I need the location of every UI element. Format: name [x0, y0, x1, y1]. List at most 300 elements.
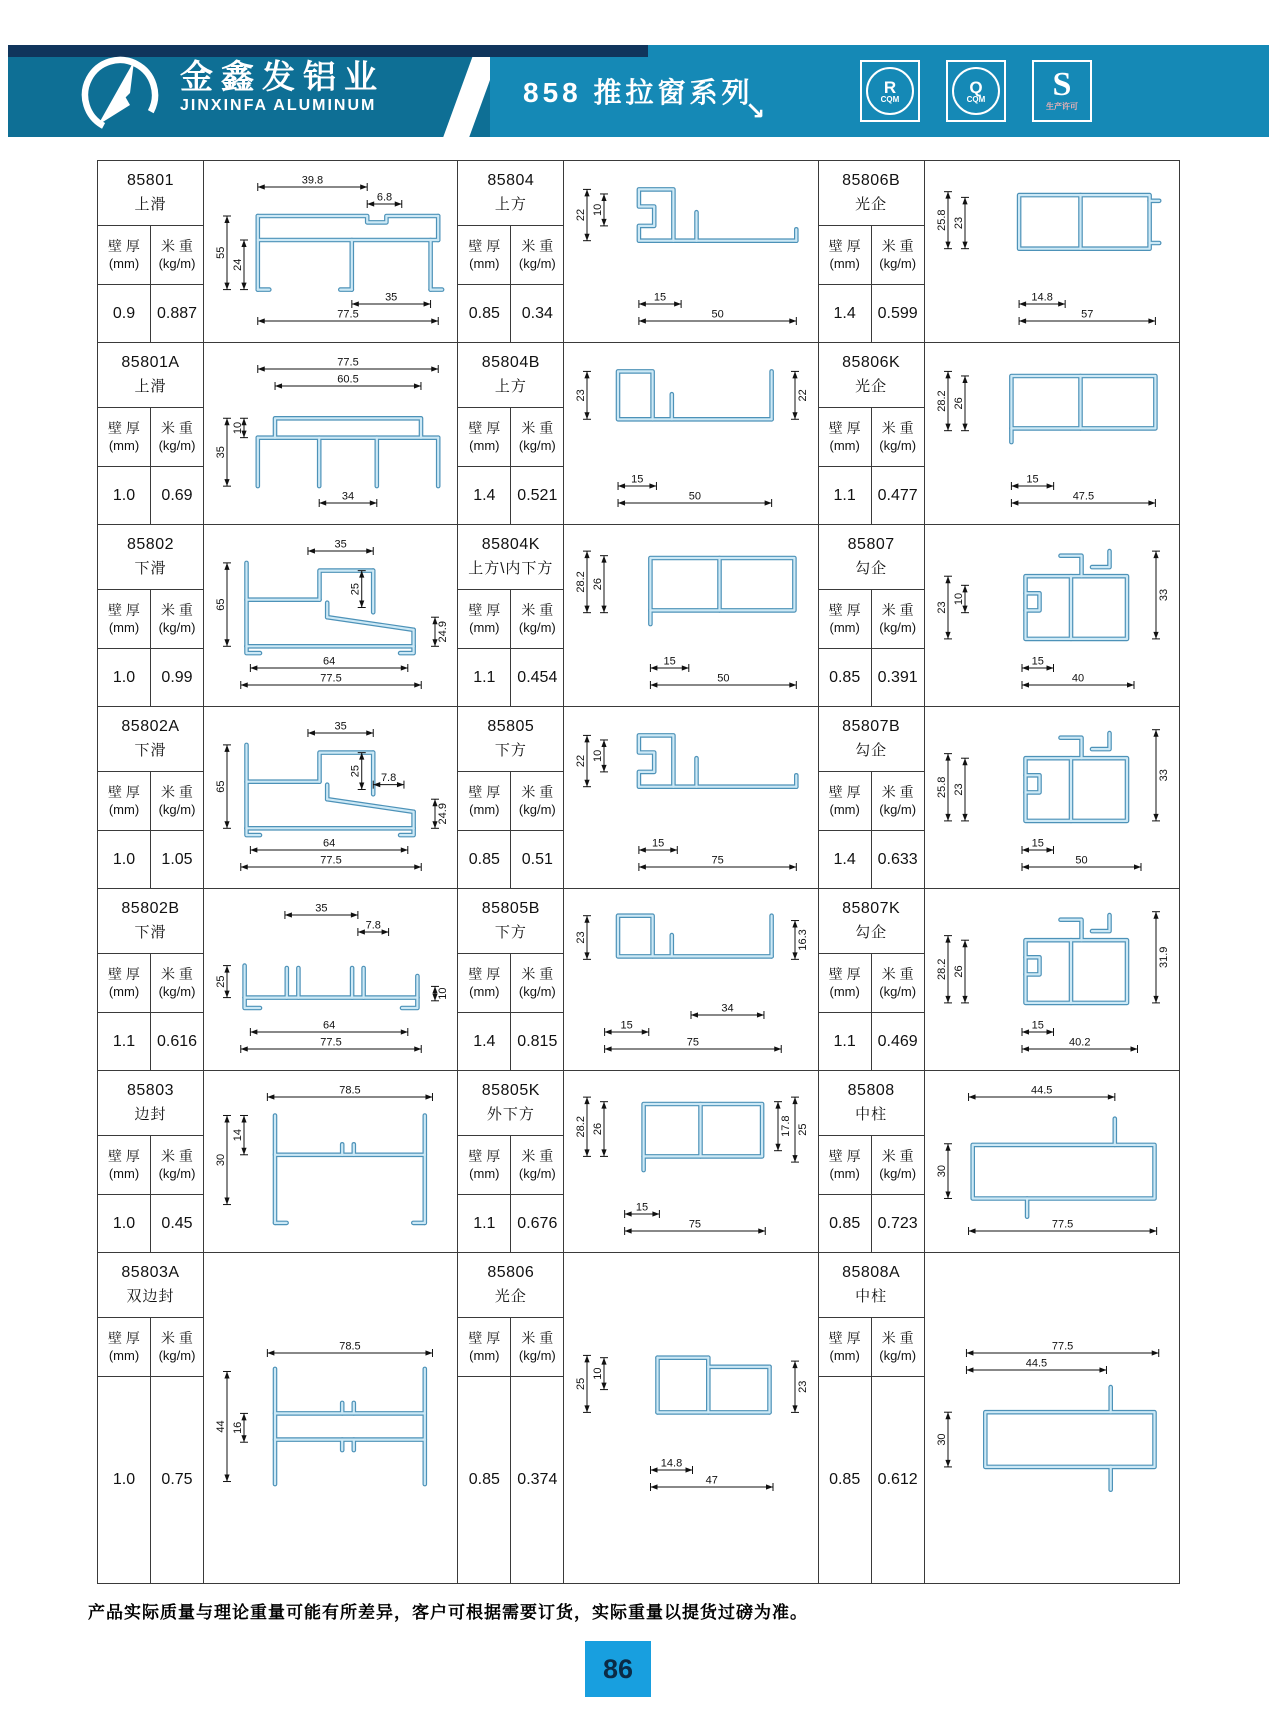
profile-drawing [564, 889, 817, 1070]
info-header-row [98, 1318, 203, 1377]
info-header-row [819, 590, 924, 649]
weight-header-cn: 米 重 [521, 420, 554, 436]
weight-header-cn: 米 重 [161, 1148, 193, 1164]
thickness-header [819, 1318, 872, 1376]
product-name: 下滑 [134, 560, 167, 577]
product-info-table [98, 1071, 204, 1252]
profile-cross-section-drawing [566, 1074, 816, 1250]
product-name: 光企 [855, 196, 888, 213]
company-logo [74, 53, 166, 135]
weight-header [872, 590, 924, 648]
product-cell [458, 1071, 818, 1253]
thickness-header-cn: 壁 厚 [468, 602, 501, 618]
svg-text:7.8: 7.8 [380, 771, 396, 784]
product-title-cell [819, 343, 924, 408]
product-cell [98, 343, 458, 525]
profile-cross-section-drawing [927, 1330, 1177, 1506]
thickness-header-cn: 壁 厚 [828, 1148, 861, 1164]
profile-drawing [204, 161, 457, 342]
svg-text:25: 25 [796, 1122, 809, 1136]
thickness-header-unit: (mm) [469, 620, 500, 635]
svg-text:40.2: 40.2 [1068, 1036, 1091, 1048]
weight-header-unit: (kg/m) [879, 1166, 917, 1181]
info-value-row [98, 285, 203, 342]
profile-drawing [925, 343, 1179, 524]
product-info-table [98, 707, 204, 888]
weight-header-cn: 米 重 [161, 1330, 193, 1346]
svg-text:26: 26 [952, 964, 965, 978]
weight-value: 0.723 [877, 1214, 918, 1232]
svg-text:24.9: 24.9 [436, 620, 449, 642]
weight-value: 0.633 [877, 850, 918, 868]
svg-text:35: 35 [334, 720, 347, 732]
weight-header-unit: (kg/m) [158, 1166, 196, 1181]
info-value-row [458, 285, 563, 342]
svg-text:77.5: 77.5 [336, 308, 359, 320]
thickness-header-unit: (mm) [108, 256, 140, 271]
thickness-value: 1.1 [458, 1195, 511, 1252]
thickness-header-cn: 壁 厚 [828, 602, 861, 618]
company-name-en: JINXINFA ALUMINUM [180, 97, 377, 114]
thickness-header [98, 226, 151, 284]
thickness-value: 1.0 [98, 467, 151, 524]
thickness-header-unit: (mm) [829, 984, 860, 999]
svg-text:65: 65 [214, 597, 227, 611]
profile-drawing [925, 161, 1179, 342]
svg-text:15: 15 [1031, 655, 1044, 667]
cert-letter: S [1052, 66, 1072, 104]
info-value-row [819, 831, 924, 888]
product-info-table [98, 343, 204, 524]
weight-header [872, 1136, 924, 1194]
profile-drawing [204, 343, 457, 524]
svg-text:23: 23 [952, 216, 965, 229]
thickness-header-cn: 壁 厚 [108, 602, 140, 618]
profile-cross-section-drawing [206, 164, 456, 340]
thickness-value: 1.1 [98, 1013, 151, 1070]
thickness-value: 1.0 [98, 1195, 151, 1252]
product-cell [819, 1071, 1179, 1253]
svg-text:34: 34 [721, 1002, 734, 1014]
weight-header-cn: 米 重 [521, 966, 554, 982]
svg-text:15: 15 [663, 655, 676, 667]
product-code: 85805K [481, 1082, 540, 1099]
thickness-header [819, 772, 872, 830]
product-title-cell [458, 707, 563, 772]
svg-text:77.5: 77.5 [336, 356, 359, 368]
info-value-row [98, 649, 203, 706]
product-name: 下方 [494, 742, 527, 759]
product-cell [819, 161, 1179, 343]
page-number: 86 [602, 1653, 634, 1684]
svg-text:10: 10 [591, 1367, 604, 1380]
svg-text:23: 23 [796, 1380, 809, 1393]
thickness-header-unit: (mm) [469, 802, 500, 817]
svg-text:23: 23 [935, 600, 948, 614]
product-code: 85804K [481, 536, 540, 553]
info-header-row [458, 1318, 563, 1377]
product-code: 85806K [842, 354, 901, 371]
header-banner [8, 45, 1269, 137]
product-info-table [819, 525, 925, 706]
product-code: 85803 [127, 1082, 174, 1099]
svg-text:50: 50 [717, 672, 730, 684]
svg-text:23: 23 [952, 782, 965, 796]
thickness-value: 0.85 [458, 1377, 511, 1583]
profile-cross-section-drawing [206, 528, 456, 704]
profile-cross-section-drawing [206, 1074, 456, 1250]
svg-text:77.5: 77.5 [319, 672, 342, 684]
thickness-header-cn: 壁 厚 [468, 784, 501, 800]
thickness-header-unit: (mm) [108, 1166, 140, 1181]
svg-text:50: 50 [688, 490, 701, 502]
product-info-table [458, 1253, 564, 1583]
weight-header [872, 772, 924, 830]
svg-text:50: 50 [1075, 854, 1088, 866]
svg-text:28.2: 28.2 [574, 570, 587, 593]
product-name: 勾企 [855, 924, 888, 941]
weight-header-cn: 米 重 [521, 602, 554, 618]
weight-header-unit: (kg/m) [518, 438, 556, 453]
thickness-header-cn: 壁 厚 [468, 966, 501, 982]
thickness-value: 1.1 [819, 1013, 872, 1070]
svg-text:77.5: 77.5 [319, 1036, 342, 1048]
product-code: 85808A [842, 1264, 901, 1281]
weight-header [151, 226, 203, 284]
product-name: 中柱 [855, 1106, 888, 1123]
product-cell [98, 707, 458, 889]
thickness-header [458, 1136, 511, 1194]
weight-header-cn: 米 重 [521, 784, 554, 800]
info-header-row [819, 408, 924, 467]
product-title-cell [98, 1071, 203, 1136]
product-code: 85807 [847, 536, 895, 553]
weight-header-cn: 米 重 [881, 784, 914, 800]
weight-header-unit: (kg/m) [518, 620, 556, 635]
svg-text:22: 22 [574, 208, 587, 221]
series-arrow-icon: ↘ [745, 98, 766, 125]
profile-cross-section-drawing [566, 710, 816, 886]
svg-text:24: 24 [231, 258, 244, 271]
product-title-cell [819, 1253, 924, 1318]
weight-header-unit: (kg/m) [879, 802, 917, 817]
profile-drawing [204, 707, 457, 888]
thickness-header [458, 772, 511, 830]
profile-cross-section-drawing [566, 346, 816, 522]
product-cell [98, 1071, 458, 1253]
svg-text:15: 15 [631, 473, 644, 485]
svg-text:35: 35 [314, 902, 328, 914]
product-name: 上滑 [134, 196, 167, 213]
thickness-header-unit: (mm) [829, 802, 860, 817]
product-code: 85801A [121, 354, 180, 371]
profile-drawing [925, 1253, 1179, 1583]
weight-value: 0.887 [156, 304, 198, 322]
svg-text:25: 25 [349, 582, 362, 595]
svg-text:15: 15 [651, 837, 665, 849]
weight-header [511, 590, 563, 648]
thickness-header-unit: (mm) [108, 802, 140, 817]
weight-header [872, 1318, 924, 1376]
profile-cross-section-drawing [206, 892, 456, 1068]
info-header-row [98, 1136, 203, 1195]
thickness-header-unit: (mm) [469, 984, 500, 999]
thickness-header [458, 226, 511, 284]
product-cell [819, 707, 1179, 889]
weight-header [511, 772, 563, 830]
product-code: 85801 [127, 172, 174, 189]
product-cell [98, 525, 458, 707]
thickness-header-cn: 壁 厚 [828, 238, 861, 254]
product-title-cell [458, 161, 563, 226]
profile-cross-section-drawing [927, 710, 1177, 886]
product-cell [458, 525, 818, 707]
info-header-row [458, 226, 563, 285]
info-value-row [819, 285, 924, 342]
info-header-row [98, 408, 203, 467]
info-header-row [819, 1136, 924, 1195]
product-info-table [98, 889, 204, 1070]
profile-drawing [564, 1071, 817, 1252]
thickness-value: 1.0 [98, 1377, 151, 1583]
profile-drawing [564, 161, 817, 342]
product-info-table [458, 161, 564, 342]
weight-header-cn: 米 重 [161, 420, 193, 436]
company-name-cn: 金鑫发铝业 [180, 58, 385, 95]
profile-cross-section-drawing [206, 346, 456, 522]
weight-header-unit: (kg/m) [158, 438, 196, 453]
svg-text:14.8: 14.8 [660, 1457, 683, 1470]
info-value-row [98, 831, 203, 888]
product-name: 边封 [134, 1106, 167, 1123]
svg-text:77.5: 77.5 [319, 854, 342, 866]
cert-badge-r-cqm [860, 60, 920, 122]
weight-header [872, 226, 924, 284]
profile-drawing [204, 889, 457, 1070]
product-info-table [458, 1071, 564, 1252]
thickness-header-cn: 壁 厚 [468, 238, 501, 254]
info-header-row [458, 408, 563, 467]
product-cell [819, 525, 1179, 707]
product-code: 85808 [847, 1082, 895, 1099]
weight-header [151, 772, 203, 830]
product-name: 中柱 [855, 1288, 888, 1305]
info-header-row [458, 954, 563, 1013]
product-title-cell [819, 161, 924, 226]
info-header-row [819, 226, 924, 285]
profile-cross-section-drawing [566, 1330, 816, 1506]
thickness-header [819, 590, 872, 648]
company-name-block [180, 59, 385, 117]
weight-value: 0.616 [156, 1032, 198, 1050]
svg-text:35: 35 [334, 538, 347, 550]
profile-cross-section-drawing [927, 1074, 1177, 1250]
info-value-row [819, 1195, 924, 1252]
thickness-value: 1.0 [98, 831, 151, 888]
svg-text:44: 44 [214, 1420, 227, 1433]
product-cell [458, 889, 818, 1071]
thickness-value: 0.85 [458, 831, 511, 888]
weight-value: 0.676 [517, 1214, 558, 1232]
info-value-row [98, 1013, 203, 1070]
info-header-row [819, 954, 924, 1013]
weight-header-unit: (kg/m) [158, 1348, 196, 1363]
profile-drawing [564, 343, 817, 524]
weight-header [151, 1136, 203, 1194]
weight-header-cn: 米 重 [161, 602, 193, 618]
profile-cross-section-drawing [927, 164, 1177, 340]
svg-text:30: 30 [935, 1433, 948, 1446]
svg-text:75: 75 [688, 1218, 702, 1230]
product-cell [458, 707, 818, 889]
profile-drawing [204, 1071, 457, 1252]
product-info-table [458, 707, 564, 888]
svg-text:50: 50 [711, 308, 724, 320]
product-info-table [819, 161, 925, 342]
product-info-table [819, 343, 925, 524]
thickness-header-cn: 壁 厚 [108, 1148, 140, 1164]
info-header-row [458, 1136, 563, 1195]
svg-text:10: 10 [231, 421, 244, 434]
weight-value: 0.521 [517, 486, 558, 504]
footer-note: 产品实际质量与理论重量可能有所差异，客户可根据需要订货，实际重量以提货过磅为准。 [88, 1603, 808, 1622]
weight-value: 1.05 [161, 850, 193, 868]
svg-text:14.8: 14.8 [1031, 291, 1053, 303]
thickness-header [98, 590, 151, 648]
svg-text:35: 35 [384, 291, 397, 303]
weight-header-unit: (kg/m) [518, 984, 556, 999]
info-header-row [98, 954, 203, 1013]
weight-header-unit: (kg/m) [518, 256, 556, 271]
thickness-value: 1.4 [458, 1013, 511, 1070]
product-code: 85807K [842, 900, 901, 917]
weight-header-cn: 米 重 [161, 238, 193, 254]
svg-text:15: 15 [1031, 837, 1044, 849]
info-value-row [458, 1195, 563, 1252]
product-info-table [819, 889, 925, 1070]
product-name: 下方 [494, 924, 527, 941]
svg-text:35: 35 [214, 445, 227, 458]
thickness-value: 1.4 [819, 831, 872, 888]
product-info-table [458, 343, 564, 524]
thickness-header-unit: (mm) [469, 256, 500, 271]
svg-text:10: 10 [436, 986, 449, 1000]
weight-value: 0.51 [521, 850, 553, 868]
product-title-cell [819, 1071, 924, 1136]
svg-text:15: 15 [1031, 1019, 1044, 1031]
svg-text:57: 57 [1080, 308, 1094, 320]
svg-text:60.5: 60.5 [336, 373, 359, 385]
svg-text:25: 25 [349, 764, 362, 777]
product-name: 外下方 [486, 1106, 535, 1123]
product-code: 85804 [487, 172, 535, 189]
svg-text:28.2: 28.2 [574, 1115, 587, 1137]
weight-header [511, 1318, 563, 1376]
thickness-header-cn: 壁 厚 [828, 966, 861, 982]
profile-drawing [925, 525, 1179, 706]
svg-text:33: 33 [1157, 588, 1170, 601]
svg-text:77.5: 77.5 [1051, 1218, 1074, 1230]
profile-drawing [925, 889, 1179, 1070]
product-name: 双边封 [126, 1288, 175, 1305]
thickness-header-cn: 壁 厚 [828, 1330, 861, 1346]
product-info-table [458, 525, 564, 706]
weight-header [872, 954, 924, 1012]
weight-header-unit: (kg/m) [158, 620, 196, 635]
weight-header-cn: 米 重 [161, 784, 193, 800]
info-value-row [458, 1377, 563, 1583]
svg-text:26: 26 [591, 1122, 604, 1135]
weight-header-cn: 米 重 [881, 966, 914, 982]
weight-header-unit: (kg/m) [879, 1348, 917, 1363]
page-number-box [585, 1641, 651, 1697]
svg-text:15: 15 [620, 1019, 633, 1031]
info-value-row [819, 649, 924, 706]
info-value-row [458, 649, 563, 706]
thickness-header-unit: (mm) [469, 438, 500, 453]
product-title-cell [458, 343, 563, 408]
product-cell [98, 889, 458, 1071]
svg-text:39.8: 39.8 [301, 174, 323, 186]
svg-text:25: 25 [574, 1377, 587, 1391]
svg-text:75: 75 [686, 1036, 700, 1048]
weight-header-cn: 米 重 [521, 1148, 554, 1164]
svg-text:30: 30 [935, 1164, 948, 1177]
product-name: 下滑 [134, 742, 167, 759]
product-title-cell [98, 161, 203, 226]
thickness-header [819, 954, 872, 1012]
thickness-header [819, 408, 872, 466]
weight-header-cn: 米 重 [881, 238, 914, 254]
product-title-cell [819, 525, 924, 590]
thickness-header-unit: (mm) [108, 984, 140, 999]
svg-text:77.5: 77.5 [1051, 1340, 1074, 1353]
info-value-row [98, 467, 203, 524]
svg-text:47: 47 [705, 1474, 718, 1487]
svg-text:24.9: 24.9 [436, 802, 449, 824]
weight-value: 0.477 [877, 486, 918, 504]
product-cell [819, 1253, 1179, 1583]
product-title-cell [98, 1253, 203, 1318]
weight-header [151, 1318, 203, 1376]
product-info-table [98, 1253, 204, 1583]
cert-sub: CQM [966, 94, 986, 104]
weight-value: 0.469 [877, 1032, 918, 1050]
product-cell [98, 1253, 458, 1583]
thickness-header-unit: (mm) [829, 1348, 860, 1363]
weight-value: 0.69 [161, 486, 193, 504]
info-value-row [458, 831, 563, 888]
product-code: 85805 [487, 718, 535, 735]
cert-inner [1046, 66, 1078, 112]
weight-value: 0.374 [517, 1471, 558, 1488]
info-value-row [98, 1377, 203, 1583]
weight-header-unit: (kg/m) [879, 256, 917, 271]
thickness-header-cn: 壁 厚 [108, 1330, 140, 1346]
svg-text:16: 16 [231, 1421, 244, 1434]
cert-badge-production-license [1032, 60, 1092, 122]
thickness-header [458, 590, 511, 648]
thickness-header [819, 226, 872, 284]
weight-header-unit: (kg/m) [158, 256, 196, 271]
info-value-row [819, 1013, 924, 1070]
weight-header-unit: (kg/m) [158, 984, 196, 999]
product-code: 85804B [481, 354, 540, 371]
thickness-header-cn: 壁 厚 [108, 966, 140, 982]
weight-header-unit: (kg/m) [518, 1166, 556, 1181]
weight-value: 0.34 [521, 304, 553, 322]
profile-drawing [204, 1253, 457, 1583]
